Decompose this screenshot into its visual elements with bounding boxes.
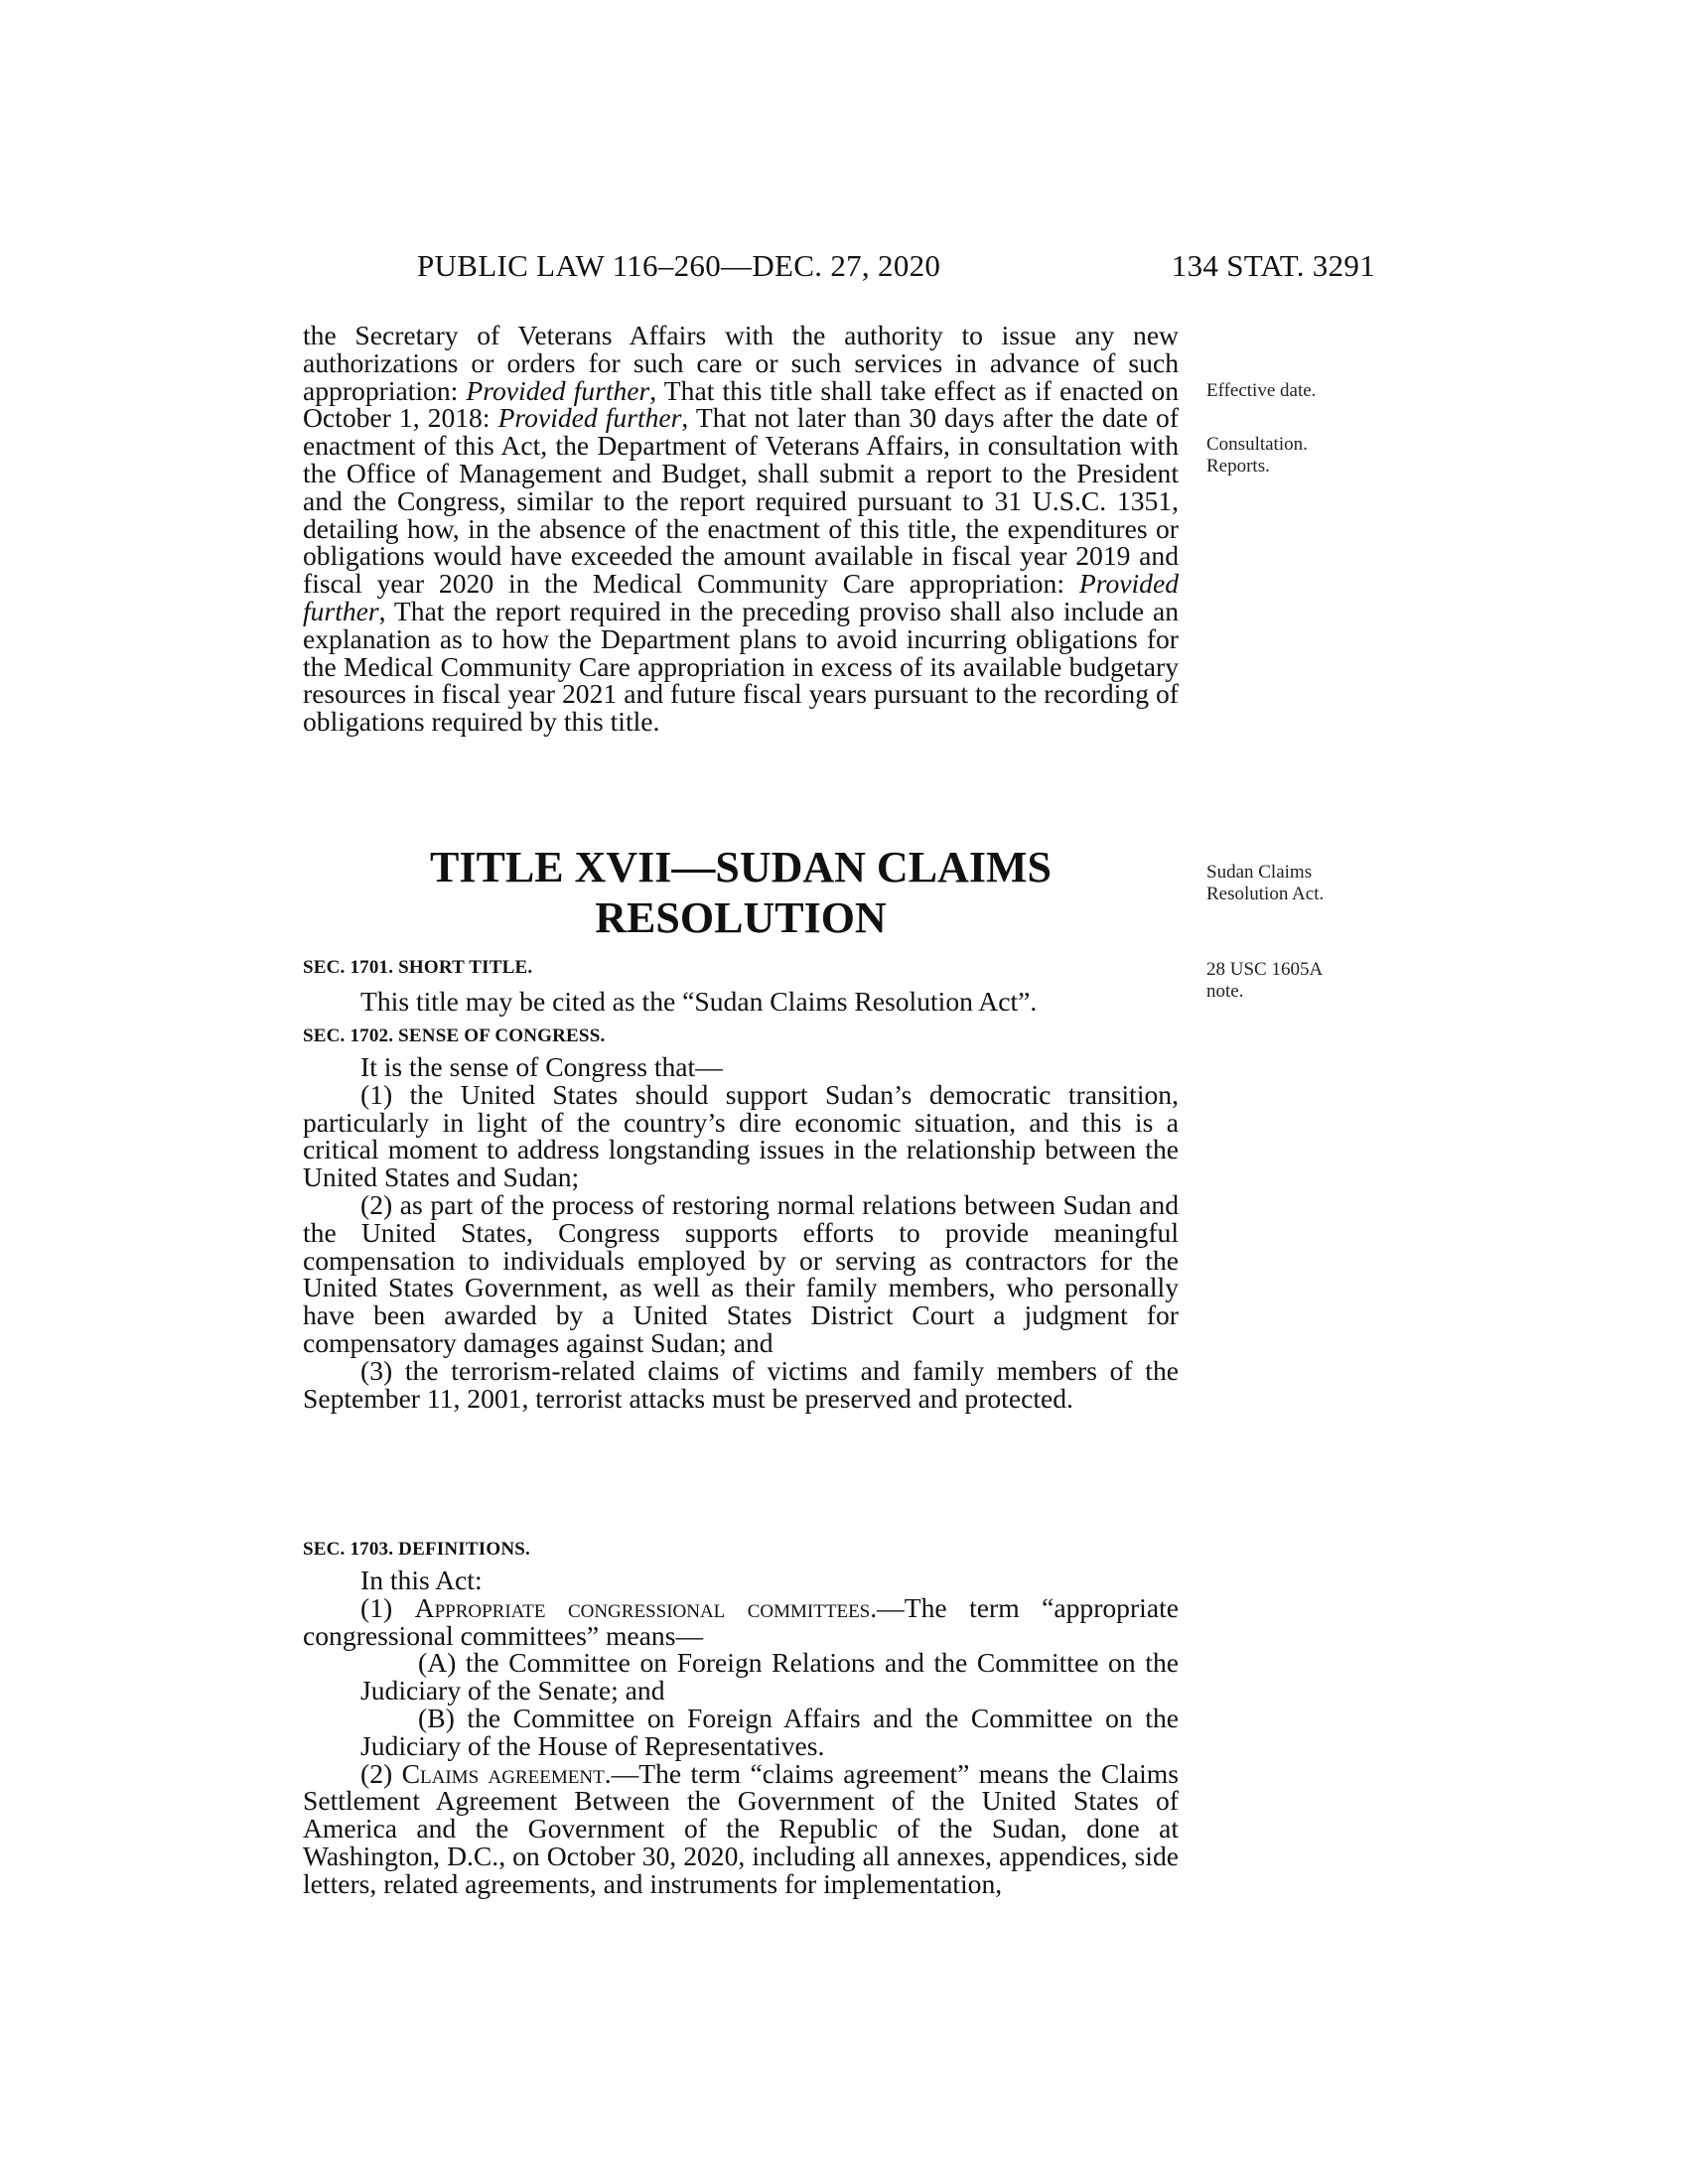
sec-1702-item-3: (3) the terrorism-related claims of victims and family members of the September 11, 2001, terrorist attacks must be preserved and protected. (303, 1354, 1179, 1414)
sec-1703-heading: SEC. 1703. DEFINITIONS. (303, 1539, 530, 1560)
title-line-2: RESOLUTION (595, 893, 887, 942)
sec-1702-heading: SEC. 1702. SENSE OF CONGRESS. (303, 1025, 606, 1046)
sec-1702-item-2: (2) as part of the process of restoring normal relations between Sudan and the United States, Congress supports efforts to provide meaningful compensation to individuals employed by or serving as contractors for the United States Government, as well as their family members, who personally have been awarded by a United States District Court a judgment for compensatory damages against Sudan; and (303, 1188, 1179, 1358)
margin-note-reports: Reports. (1206, 456, 1270, 477)
margin-note-consultation: Consultation. (1206, 434, 1308, 455)
title-heading (303, 842, 1179, 943)
definition-1-b: (B) the Committee on Foreign Affairs and the Committee on the Judiciary of the House of Representatives. (360, 1702, 1179, 1761)
sec-1702-item-1: (1) the United States should support Sudan’s democratic transition, particularly in light of the country’s dire economic situation, and this is a critical moment to address longstanding issues in the relationship between the United States and Sudan; (303, 1078, 1179, 1193)
continued-paragraph (303, 322, 1179, 736)
title-line-1: TITLE XVII—SUDAN CLAIMS (430, 843, 1052, 891)
margin-note-effective-date: Effective date. (1206, 380, 1317, 401)
definition-1-a: (A) the Committee on Foreign Relations and the Committee on the Judiciary of the Senate; and (360, 1647, 1179, 1706)
running-head: PUBLIC LAW 116–260—DEC. 27, 2020 (417, 248, 941, 283)
sec-1702-body (303, 1053, 1179, 1412)
sec-1703-intro: In this Act: (360, 1565, 483, 1595)
margin-note-usc: 28 USC 1605A note. (1206, 959, 1324, 1002)
sec-1702-intro: It is the sense of Congress that— (360, 1051, 723, 1082)
sec-1703-body (303, 1567, 1179, 1898)
margin-note-sudan-act: Sudan Claims Resolution Act. (1206, 862, 1325, 904)
definition-2: (2) Claims agreement.—The term “claims agreement” means the Claims Settlement Agreement Between the Government of the United States of America and the Government of the Republic of the Sudan, done at Washington, D.C., on October 30, 2020, including all annexes, appendices, side letters, related agreements, and instruments for implementation, (303, 1757, 1180, 1899)
sec-1701-heading: SEC. 1701. SHORT TITLE. (303, 957, 533, 978)
page-number: 134 STAT. 3291 (1171, 248, 1375, 283)
sec-1701-text: This title may be cited as the “Sudan Claims Resolution Act”. (360, 986, 1038, 1017)
definition-1: (1) Appropriate congressional committees.—The term “appropriate congressional committees” means— (303, 1591, 1179, 1651)
sec-1701-body (303, 988, 1179, 1016)
continued-text: the Secretary of Veterans Affairs with the authority to issue any new authorizations or orders for such care or such services in advance of such appropriation: Provided further, That this title shall take effect as if enacted on October 1, 2018: Provided further, That not later than 30 days after the date of enactment of this Act, the Department of Veterans Affairs, in consultation with the Office of Management and Budget, shall submit a report to the President and the Congress, similar to the report required pursuant to 31 U.S.C. 1351, detailing how, in the absence of the enactment of this title, the expenditures or obligations would have exceeded the amount available in fiscal year 2019 and fiscal year 2020 in the Medical Community Care appropriation: Provided further, That the report required in the preceding proviso shall also include an explanation as to how the Department plans to avoid incurring obligations for the Medical Community Care appropriation in excess of its available budgetary resources in fiscal year 2021 and future fiscal years pursuant to the recording of obligations required by this title. (303, 320, 1180, 738)
